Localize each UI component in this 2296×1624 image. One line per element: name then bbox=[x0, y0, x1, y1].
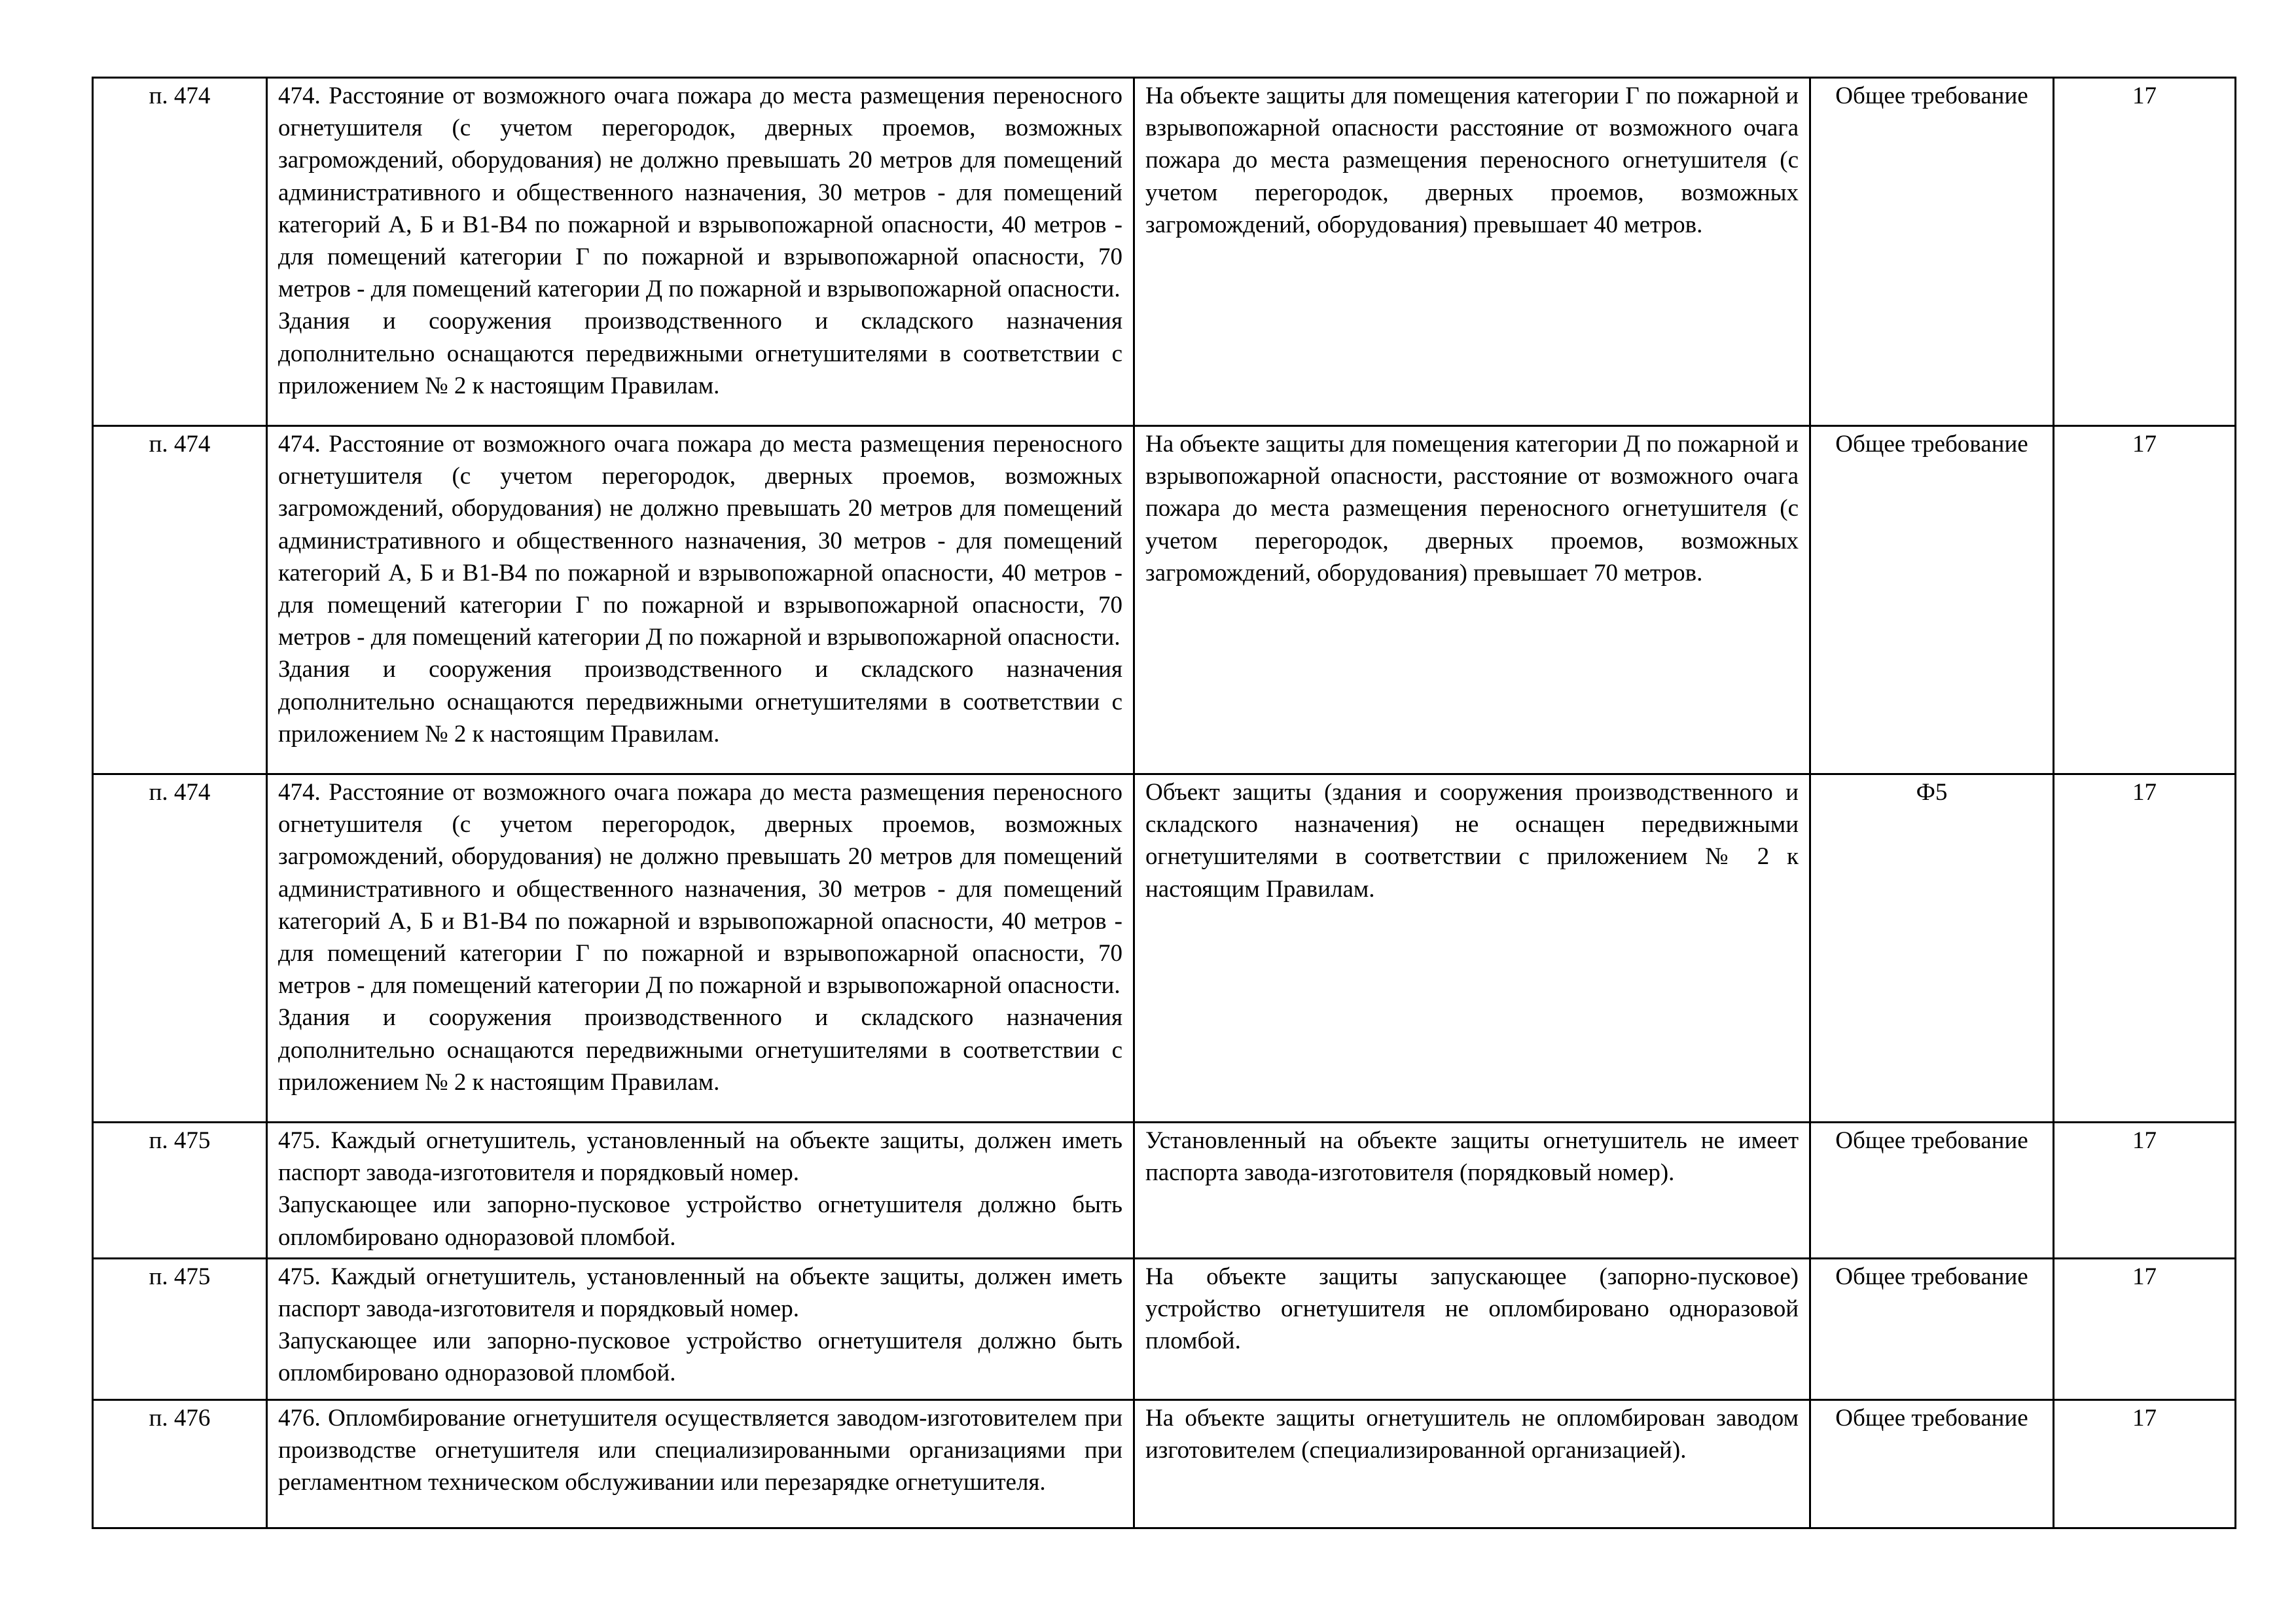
number-cell bbox=[2054, 1258, 2236, 1399]
category-text: Общее требование bbox=[1835, 1127, 2028, 1154]
requirement-text: 474. Расстояние от возможного очага пожара до места размещения переносного огнетушителя (с учетом перегородок, дверных проемов, возможных загромождений, оборудования) не должно превышать 20 метров для помещений административного и общественного назначения, 30 метров - для помещений категорий А, Б и В1-В4 по пожарной и взрывопожарной опасности, 40 метров - для помещений категории Г по пожарной и взрывопожарной опасности, 70 метров - для помещений категории Д по пожарной и взрывопожарной опасности. bbox=[278, 82, 1122, 303]
requirement-text: 474. Расстояние от возможного очага пожара до места размещения переносного огнетушителя (с учетом перегородок, дверных проемов, возможных загромождений, оборудования) не должно превышать 20 метров для помещений административного и общественного назначения, 30 метров - для помещений категорий А, Б и В1-В4 по пожарной и взрывопожарной опасности, 40 метров - для помещений категории Г по пожарной и взрывопожарной опасности, 70 метров - для помещений категории Д по пожарной и взрывопожарной опасности. bbox=[278, 431, 1122, 651]
requirement-text: Здания и сооружения производственного и складского назначения дополнительно оснащаются передвижными огнетушителями в соответствии с приложением № 2 к настоящим Правилам. bbox=[278, 308, 1122, 399]
number-cell bbox=[2054, 1399, 2236, 1528]
number-text: 17 bbox=[2132, 1404, 2157, 1432]
clause-ref-cell bbox=[93, 1123, 267, 1259]
clause-ref-cell bbox=[93, 774, 267, 1123]
violation-cell bbox=[1134, 1123, 1810, 1259]
category-text: Общее требование bbox=[1835, 1263, 2028, 1290]
requirement-cell bbox=[267, 774, 1134, 1123]
number-text: 17 bbox=[2132, 779, 2157, 806]
requirement-text: Запускающее или запорно-пусковое устройство огнетушителя должно быть опломбировано одноразовой пломбой. bbox=[278, 1191, 1122, 1251]
requirement-cell bbox=[267, 1258, 1134, 1399]
requirement-text: Запускающее или запорно-пусковое устройство огнетушителя должно быть опломбировано одноразовой пломбой. bbox=[278, 1327, 1122, 1387]
clause-ref-cell bbox=[93, 426, 267, 774]
violation-cell bbox=[1134, 1258, 1810, 1399]
requirement-cell bbox=[267, 1123, 1134, 1259]
violation-cell bbox=[1134, 426, 1810, 774]
category-text: Общее требование bbox=[1835, 82, 2028, 109]
category-cell bbox=[1810, 774, 2054, 1123]
table-row bbox=[93, 1399, 2236, 1528]
requirement-text: Здания и сооружения производственного и складского назначения дополнительно оснащаются передвижными огнетушителями в соответствии с приложением № 2 к настоящим Правилам. bbox=[278, 1004, 1122, 1096]
violation-cell bbox=[1134, 78, 1810, 426]
category-cell bbox=[1810, 1399, 2054, 1528]
requirement-text: Здания и сооружения производственного и складского назначения дополнительно оснащаются передвижными огнетушителями в соответствии с приложением № 2 к настоящим Правилам. bbox=[278, 656, 1122, 748]
violation-cell bbox=[1134, 1399, 1810, 1528]
category-text: Общее требование bbox=[1835, 1404, 2028, 1432]
violation-text: На объекте защиты для помещения категории Д по пожарной и взрывопожарной опасности, расстояние от возможного очага пожара до места размещения переносного огнетушителя (с учетом перегородок, дверных проемов, возможных загромождений, оборудования) превышает 70 метров. bbox=[1145, 431, 1799, 586]
table-row bbox=[93, 774, 2236, 1123]
table-row bbox=[93, 78, 2236, 426]
category-text: Ф5 bbox=[1916, 779, 1948, 806]
number-cell bbox=[2054, 774, 2236, 1123]
requirement-text: 475. Каждый огнетушитель, установленный на объекте защиты, должен иметь паспорт завода-изготовителя и порядковый номер. bbox=[278, 1127, 1122, 1187]
number-text: 17 bbox=[2132, 1127, 2157, 1154]
violation-text: Установленный на объекте защиты огнетушитель не имеет паспорта завода-изготовителя (порядковый номер). bbox=[1145, 1127, 1799, 1187]
category-cell bbox=[1810, 78, 2054, 426]
violation-text: На объекте защиты запускающее (запорно-пусковое) устройство огнетушителя не опломбировано одноразовой пломбой. bbox=[1145, 1263, 1799, 1355]
requirement-text: 474. Расстояние от возможного очага пожара до места размещения переносного огнетушителя (с учетом перегородок, дверных проемов, возможных загромождений, оборудования) не должно превышать 20 метров для помещений административного и общественного назначения, 30 метров - для помещений категорий А, Б и В1-В4 по пожарной и взрывопожарной опасности, 40 метров - для помещений категории Г по пожарной и взрывопожарной опасности, 70 метров - для помещений категории Д по пожарной и взрывопожарной опасности. bbox=[278, 779, 1122, 1000]
requirement-cell bbox=[267, 426, 1134, 774]
violation-text: Объект защиты (здания и сооружения производственного и складского назначения) не оснащен передвижными огнетушителями в соответствии с приложением № 2 к настоящим Правилам. bbox=[1145, 779, 1799, 903]
requirement-text: 475. Каждый огнетушитель, установленный на объекте защиты, должен иметь паспорт завода-изготовителя и порядковый номер. bbox=[278, 1263, 1122, 1323]
table-row bbox=[93, 1258, 2236, 1399]
number-cell bbox=[2054, 78, 2236, 426]
table-row bbox=[93, 426, 2236, 774]
clause-ref: п. 474 bbox=[149, 82, 211, 109]
table-row bbox=[93, 1123, 2236, 1259]
clause-ref: п. 475 bbox=[149, 1263, 211, 1290]
clause-ref: п. 474 bbox=[149, 779, 211, 806]
violation-cell bbox=[1134, 774, 1810, 1123]
violation-text: На объекте защиты для помещения категории Г по пожарной и взрывопожарной опасности расстояние от возможного очага пожара до места размещения переносного огнетушителя (с учетом перегородок, дверных проемов, возможных загромождений, оборудования) превышает 40 метров. bbox=[1145, 82, 1799, 238]
requirement-cell bbox=[267, 78, 1134, 426]
clause-ref: п. 474 bbox=[149, 431, 211, 458]
category-cell bbox=[1810, 1123, 2054, 1259]
clause-ref-cell bbox=[93, 78, 267, 426]
number-text: 17 bbox=[2132, 82, 2157, 109]
clause-ref: п. 476 bbox=[149, 1404, 211, 1432]
number-cell bbox=[2054, 1123, 2236, 1259]
requirements-table bbox=[92, 77, 2236, 1529]
clause-ref: п. 475 bbox=[149, 1127, 211, 1154]
violation-text: На объекте защиты огнетушитель не опломбирован заводом изготовителем (специализированной организацией). bbox=[1145, 1404, 1799, 1464]
clause-ref-cell bbox=[93, 1399, 267, 1528]
category-cell bbox=[1810, 1258, 2054, 1399]
number-text: 17 bbox=[2132, 431, 2157, 458]
clause-ref-cell bbox=[93, 1258, 267, 1399]
category-text: Общее требование bbox=[1835, 431, 2028, 458]
category-cell bbox=[1810, 426, 2054, 774]
requirement-cell bbox=[267, 1399, 1134, 1528]
number-text: 17 bbox=[2132, 1263, 2157, 1290]
number-cell bbox=[2054, 426, 2236, 774]
requirement-text: 476. Опломбирование огнетушителя осуществляется заводом-изготовителем при производстве огнетушителя или специализированными организациями при регламентном техническом обслуживании или перезарядке огнетушителя. bbox=[278, 1404, 1122, 1496]
